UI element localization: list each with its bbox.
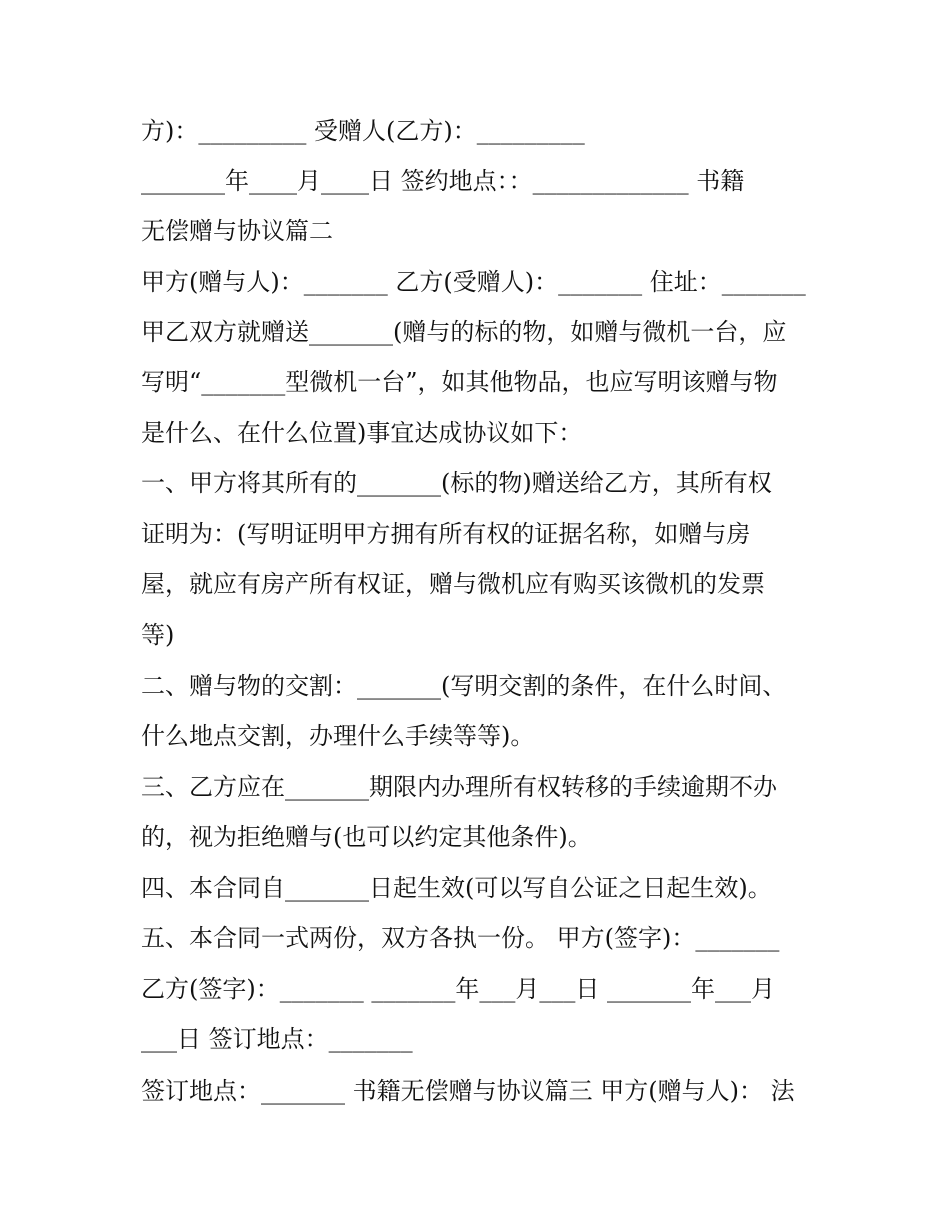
- text-line: 四、本合同自_______日起生效(可以写自公证之日起生效)。: [141, 874, 772, 902]
- text-line: 一、甲方将其所有的_______(标的物)赠送给乙方，其所有权: [141, 469, 772, 497]
- text-line: 证明为：(写明证明甲方拥有所有权的证据名称，如赠与房: [141, 520, 751, 548]
- text-line: 什么地点交割，办理什么手续等等)。: [141, 722, 535, 750]
- text-line: _______年____月____日 签约地点：：_____________ 书籍: [141, 167, 745, 195]
- text-line: 二、赠与物的交割：_______(写明交割的条件，在什么时间、: [141, 672, 787, 700]
- text-line: 甲乙双方就赠送_______(赠与的标的物，如赠与微机一台，应: [141, 318, 787, 346]
- text-line: 的，视为拒绝赠与(也可以约定其他条件)。: [141, 823, 592, 851]
- text-line: 是什么、在什么位置)事宜达成协议如下：: [141, 419, 583, 447]
- text-line: 写明“_______型微机一台”，如其他物品，也应写明该赠与物: [141, 368, 778, 396]
- text-line: 方)：_________ 受赠人(乙方)：_________: [141, 117, 585, 145]
- text-line: 等): [141, 621, 175, 649]
- text-line: 乙方(签字)：_______ _______年___月___日 _______年___月: [141, 975, 775, 1003]
- text-line: 甲方(赠与人)：_______ 乙方(受赠人)：_______ 住址：_______: [141, 268, 806, 296]
- text-line: ___日 签订地点：_______: [141, 1025, 413, 1053]
- text-line: 屋，就应有房产所有权证，赠与微机应有购买该微机的发票: [141, 570, 765, 598]
- text-line: 五、本合同一式两份，双方各执一份。 甲方(签字)：_______: [141, 924, 780, 952]
- section-heading: 无偿赠与协议篇二: [141, 217, 333, 245]
- text-line: 三、乙方应在_______期限内办理所有权转移的手续逾期不办: [141, 773, 777, 801]
- text-line: 签订地点：_______ 书籍无偿赠与协议篇三 甲方(赠与人)： 法: [141, 1077, 795, 1105]
